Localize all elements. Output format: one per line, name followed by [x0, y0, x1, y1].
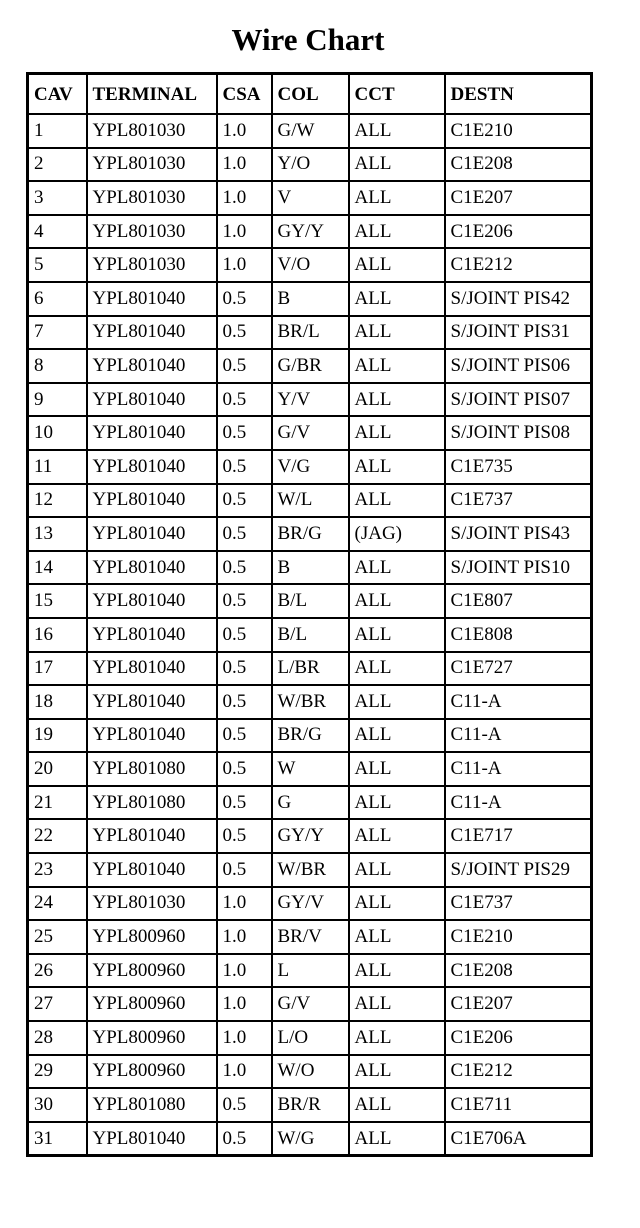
terminal-cell: YPL801040	[87, 719, 217, 753]
csa-cell: 1.0	[217, 215, 272, 249]
cct-cell: ALL	[349, 920, 445, 954]
cav-cell: 30	[28, 1088, 87, 1122]
cav-cell: 10	[28, 416, 87, 450]
csa-cell: 0.5	[217, 1122, 272, 1156]
csa-cell: 0.5	[217, 652, 272, 686]
cav-cell: 1	[28, 114, 87, 148]
csa-cell: 1.0	[217, 181, 272, 215]
destn-cell: C1E711	[445, 1088, 592, 1122]
cct-cell: ALL	[349, 349, 445, 383]
destn-cell: C11-A	[445, 719, 592, 753]
table-row	[28, 316, 592, 350]
table-row	[28, 685, 592, 719]
terminal-cell: YPL801040	[87, 383, 217, 417]
table-row	[28, 719, 592, 753]
cav-cell: 24	[28, 887, 87, 921]
csa-cell: 0.5	[217, 786, 272, 820]
destn-cell: C1E206	[445, 215, 592, 249]
terminal-cell: YPL800960	[87, 954, 217, 988]
cct-cell: ALL	[349, 248, 445, 282]
cct-cell: ALL	[349, 719, 445, 753]
csa-cell: 0.5	[217, 719, 272, 753]
terminal-cell: YPL801040	[87, 316, 217, 350]
table-row	[28, 282, 592, 316]
col-cell: W/BR	[272, 685, 349, 719]
cav-cell: 15	[28, 584, 87, 618]
cav-cell: 16	[28, 618, 87, 652]
cct-cell: ALL	[349, 1021, 445, 1055]
table-row	[28, 148, 592, 182]
col-cell: BR/G	[272, 719, 349, 753]
col-cell: L/BR	[272, 652, 349, 686]
table-body	[28, 114, 592, 1156]
terminal-cell: YPL801040	[87, 819, 217, 853]
col-cell: W/G	[272, 1122, 349, 1156]
cct-cell: ALL	[349, 853, 445, 887]
destn-cell: C1E737	[445, 887, 592, 921]
csa-cell: 1.0	[217, 148, 272, 182]
terminal-cell: YPL801040	[87, 1122, 217, 1156]
csa-cell: 0.5	[217, 349, 272, 383]
cct-cell: ALL	[349, 316, 445, 350]
table-row	[28, 1088, 592, 1122]
col-cell: GY/V	[272, 887, 349, 921]
cct-cell: ALL	[349, 786, 445, 820]
cav-cell: 11	[28, 450, 87, 484]
terminal-cell: YPL801040	[87, 685, 217, 719]
col-cell: G/BR	[272, 349, 349, 383]
csa-cell: 0.5	[217, 282, 272, 316]
col-cell: V/G	[272, 450, 349, 484]
destn-cell: C1E210	[445, 114, 592, 148]
csa-cell: 1.0	[217, 114, 272, 148]
terminal-cell: YPL801040	[87, 551, 217, 585]
cct-cell: ALL	[349, 819, 445, 853]
header-row	[28, 74, 592, 115]
terminal-cell: YPL801030	[87, 248, 217, 282]
col-cell: V	[272, 181, 349, 215]
terminal-cell: YPL801080	[87, 752, 217, 786]
cav-cell: 18	[28, 685, 87, 719]
cav-cell: 5	[28, 248, 87, 282]
cav-cell: 13	[28, 517, 87, 551]
cav-cell: 20	[28, 752, 87, 786]
csa-cell: 1.0	[217, 954, 272, 988]
table-row	[28, 1055, 592, 1089]
csa-cell: 0.5	[217, 517, 272, 551]
cct-cell: ALL	[349, 618, 445, 652]
cct-cell: ALL	[349, 450, 445, 484]
cav-cell: 12	[28, 484, 87, 518]
terminal-cell: YPL801030	[87, 181, 217, 215]
cav-cell: 26	[28, 954, 87, 988]
column-header-col: COL	[272, 74, 349, 115]
terminal-cell: YPL801040	[87, 584, 217, 618]
cct-cell: ALL	[349, 1122, 445, 1156]
cav-cell: 29	[28, 1055, 87, 1089]
col-cell: W/O	[272, 1055, 349, 1089]
terminal-cell: YPL801040	[87, 349, 217, 383]
table-row	[28, 920, 592, 954]
csa-cell: 0.5	[217, 416, 272, 450]
table-row	[28, 752, 592, 786]
col-cell: GY/Y	[272, 215, 349, 249]
destn-cell: C1E208	[445, 954, 592, 988]
destn-cell: S/JOINT PIS43	[445, 517, 592, 551]
col-cell: W/BR	[272, 853, 349, 887]
destn-cell: C11-A	[445, 786, 592, 820]
csa-cell: 1.0	[217, 248, 272, 282]
col-cell: L/O	[272, 1021, 349, 1055]
terminal-cell: YPL801030	[87, 148, 217, 182]
terminal-cell: YPL801030	[87, 887, 217, 921]
table-row	[28, 215, 592, 249]
col-cell: G/V	[272, 416, 349, 450]
csa-cell: 0.5	[217, 752, 272, 786]
destn-cell: S/JOINT PIS42	[445, 282, 592, 316]
terminal-cell: YPL801080	[87, 786, 217, 820]
table-row	[28, 1122, 592, 1156]
cav-cell: 7	[28, 316, 87, 350]
destn-cell: S/JOINT PIS07	[445, 383, 592, 417]
destn-cell: C1E737	[445, 484, 592, 518]
table-row	[28, 853, 592, 887]
cct-cell: ALL	[349, 1055, 445, 1089]
cav-cell: 27	[28, 987, 87, 1021]
col-cell: L	[272, 954, 349, 988]
cav-cell: 21	[28, 786, 87, 820]
table-row	[28, 618, 592, 652]
table-row	[28, 584, 592, 618]
terminal-cell: YPL801030	[87, 215, 217, 249]
col-cell: BR/R	[272, 1088, 349, 1122]
terminal-cell: YPL800960	[87, 1021, 217, 1055]
cav-cell: 2	[28, 148, 87, 182]
csa-cell: 0.5	[217, 618, 272, 652]
col-cell: G/V	[272, 987, 349, 1021]
destn-cell: C1E208	[445, 148, 592, 182]
cct-cell: ALL	[349, 685, 445, 719]
cct-cell: ALL	[349, 887, 445, 921]
cav-cell: 19	[28, 719, 87, 753]
cct-cell: ALL	[349, 954, 445, 988]
cct-cell: ALL	[349, 148, 445, 182]
table-row	[28, 819, 592, 853]
terminal-cell: YPL800960	[87, 987, 217, 1021]
terminal-cell: YPL801040	[87, 517, 217, 551]
destn-cell: C1E207	[445, 181, 592, 215]
col-cell: G	[272, 786, 349, 820]
destn-cell: C11-A	[445, 685, 592, 719]
cav-cell: 9	[28, 383, 87, 417]
destn-cell: C1E808	[445, 618, 592, 652]
cct-cell: ALL	[349, 752, 445, 786]
col-cell: Y/O	[272, 148, 349, 182]
column-header-csa: CSA	[217, 74, 272, 115]
cav-cell: 17	[28, 652, 87, 686]
cct-cell: ALL	[349, 1088, 445, 1122]
col-cell: W/L	[272, 484, 349, 518]
destn-cell: C11-A	[445, 752, 592, 786]
terminal-cell: YPL800960	[87, 1055, 217, 1089]
cct-cell: ALL	[349, 652, 445, 686]
csa-cell: 0.5	[217, 316, 272, 350]
col-cell: BR/L	[272, 316, 349, 350]
col-cell: B/L	[272, 584, 349, 618]
csa-cell: 0.5	[217, 853, 272, 887]
table-row	[28, 887, 592, 921]
column-header-cav: CAV	[28, 74, 87, 115]
table-row	[28, 987, 592, 1021]
col-cell: BR/V	[272, 920, 349, 954]
destn-cell: C1E807	[445, 584, 592, 618]
csa-cell: 0.5	[217, 551, 272, 585]
terminal-cell: YPL801080	[87, 1088, 217, 1122]
terminal-cell: YPL801040	[87, 282, 217, 316]
csa-cell: 0.5	[217, 383, 272, 417]
destn-cell: S/JOINT PIS10	[445, 551, 592, 585]
cct-cell: (JAG)	[349, 517, 445, 551]
destn-cell: C1E717	[445, 819, 592, 853]
cav-cell: 23	[28, 853, 87, 887]
csa-cell: 1.0	[217, 1021, 272, 1055]
table-row	[28, 652, 592, 686]
terminal-cell: YPL801040	[87, 484, 217, 518]
table-row	[28, 517, 592, 551]
cct-cell: ALL	[349, 215, 445, 249]
csa-cell: 0.5	[217, 584, 272, 618]
page-title: Wire Chart	[231, 22, 385, 57]
cav-cell: 3	[28, 181, 87, 215]
cav-cell: 14	[28, 551, 87, 585]
cct-cell: ALL	[349, 416, 445, 450]
col-cell: V/O	[272, 248, 349, 282]
cct-cell: ALL	[349, 484, 445, 518]
cav-cell: 6	[28, 282, 87, 316]
csa-cell: 0.5	[217, 819, 272, 853]
cct-cell: ALL	[349, 181, 445, 215]
col-cell: B	[272, 282, 349, 316]
cav-cell: 31	[28, 1122, 87, 1156]
terminal-cell: YPL801040	[87, 450, 217, 484]
cav-cell: 28	[28, 1021, 87, 1055]
col-cell: GY/Y	[272, 819, 349, 853]
table-row	[28, 383, 592, 417]
csa-cell: 1.0	[217, 920, 272, 954]
cav-cell: 8	[28, 349, 87, 383]
terminal-cell: YPL801040	[87, 416, 217, 450]
destn-cell: S/JOINT PIS08	[445, 416, 592, 450]
col-cell: W	[272, 752, 349, 786]
csa-cell: 0.5	[217, 450, 272, 484]
destn-cell: C1E706A	[445, 1122, 592, 1156]
table-row	[28, 551, 592, 585]
cct-cell: ALL	[349, 551, 445, 585]
destn-cell: C1E212	[445, 1055, 592, 1089]
destn-cell: S/JOINT PIS31	[445, 316, 592, 350]
terminal-cell: YPL801030	[87, 114, 217, 148]
column-header-destn: DESTN	[445, 74, 592, 115]
destn-cell: S/JOINT PIS29	[445, 853, 592, 887]
destn-cell: C1E210	[445, 920, 592, 954]
destn-cell: C1E735	[445, 450, 592, 484]
col-cell: G/W	[272, 114, 349, 148]
wire-chart-table	[26, 72, 593, 1157]
destn-cell: C1E206	[445, 1021, 592, 1055]
destn-cell: C1E727	[445, 652, 592, 686]
cav-cell: 4	[28, 215, 87, 249]
table-row	[28, 416, 592, 450]
table-row	[28, 248, 592, 282]
column-header-terminal: TERMINAL	[87, 74, 217, 115]
col-cell: B	[272, 551, 349, 585]
cct-cell: ALL	[349, 383, 445, 417]
csa-cell: 0.5	[217, 685, 272, 719]
table-row	[28, 954, 592, 988]
col-cell: B/L	[272, 618, 349, 652]
table-row	[28, 114, 592, 148]
table-row	[28, 450, 592, 484]
terminal-cell: YPL800960	[87, 920, 217, 954]
table-row	[28, 786, 592, 820]
cct-cell: ALL	[349, 282, 445, 316]
destn-cell: S/JOINT PIS06	[445, 349, 592, 383]
table-row	[28, 1021, 592, 1055]
cav-cell: 22	[28, 819, 87, 853]
table-row	[28, 484, 592, 518]
destn-cell: C1E207	[445, 987, 592, 1021]
table-row	[28, 181, 592, 215]
col-cell: Y/V	[272, 383, 349, 417]
csa-cell: 0.5	[217, 484, 272, 518]
cct-cell: ALL	[349, 584, 445, 618]
terminal-cell: YPL801040	[87, 853, 217, 887]
terminal-cell: YPL801040	[87, 618, 217, 652]
cct-cell: ALL	[349, 987, 445, 1021]
cct-cell: ALL	[349, 114, 445, 148]
destn-cell: C1E212	[445, 248, 592, 282]
csa-cell: 1.0	[217, 887, 272, 921]
csa-cell: 1.0	[217, 1055, 272, 1089]
cav-cell: 25	[28, 920, 87, 954]
terminal-cell: YPL801040	[87, 652, 217, 686]
col-cell: BR/G	[272, 517, 349, 551]
csa-cell: 0.5	[217, 1088, 272, 1122]
csa-cell: 1.0	[217, 987, 272, 1021]
table-row	[28, 349, 592, 383]
column-header-cct: CCT	[349, 74, 445, 115]
